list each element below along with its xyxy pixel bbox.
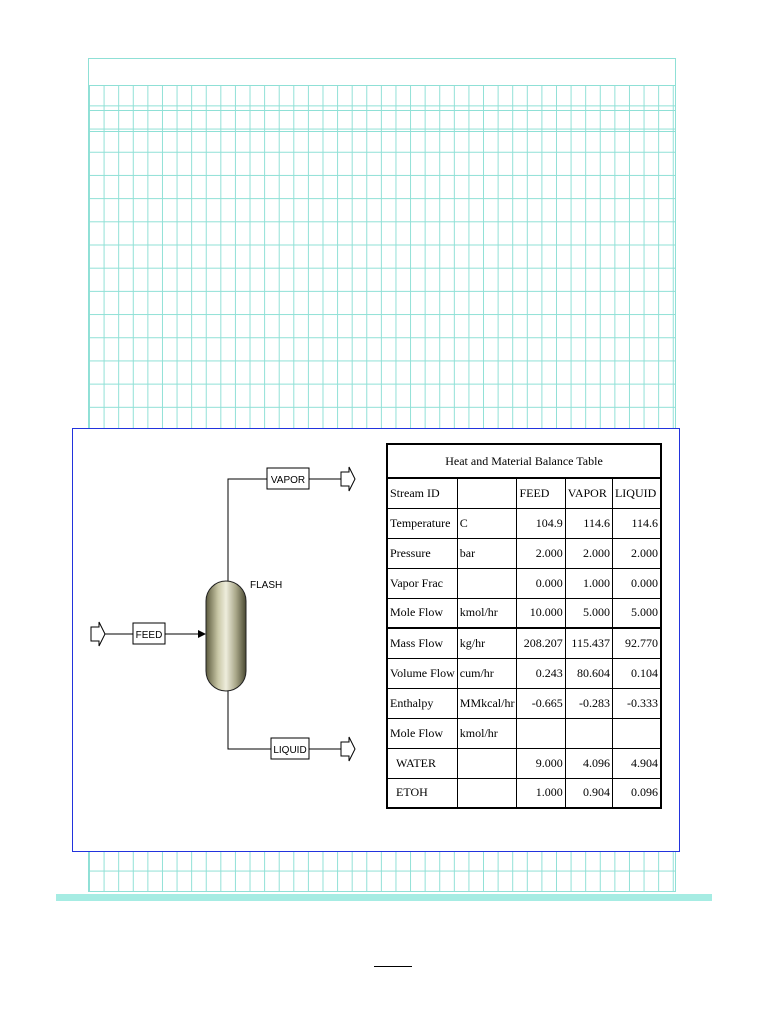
row-value — [612, 718, 661, 748]
row-value: -0.665 — [517, 688, 565, 718]
feed-inlet-arrow[interactable] — [91, 622, 105, 646]
row-units — [457, 748, 517, 778]
row-value: 5.000 — [565, 598, 612, 628]
table-row — [387, 538, 661, 568]
row-value: 115.437 — [565, 628, 612, 658]
feed-label-text: FEED — [135, 630, 163, 641]
heat-material-balance-table — [386, 443, 662, 809]
row-label: Temperature — [387, 508, 457, 538]
row-value: -0.283 — [565, 688, 612, 718]
grid-header-strip — [88, 58, 676, 86]
row-label: Pressure — [387, 538, 457, 568]
header-vapor: VAPOR — [565, 478, 612, 508]
header-stream-id: Stream ID — [387, 478, 457, 508]
row-value: 208.207 — [517, 628, 565, 658]
table-row — [387, 628, 661, 658]
stream-label-feed[interactable] — [133, 623, 165, 644]
table-row — [387, 508, 661, 538]
row-value: 0.000 — [612, 568, 661, 598]
liquid-label-text: LIQUID — [273, 745, 307, 756]
table-row — [387, 658, 661, 688]
stream-label-vapor[interactable] — [267, 468, 309, 489]
header-liquid: LIQUID — [612, 478, 661, 508]
row-value: 0.104 — [612, 658, 661, 688]
row-value: 5.000 — [612, 598, 661, 628]
row-units: kmol/hr — [457, 718, 517, 748]
page-number-rule — [374, 966, 412, 967]
row-units: C — [457, 508, 517, 538]
row-value: 9.000 — [517, 748, 565, 778]
table-row — [387, 688, 661, 718]
row-value: 114.6 — [565, 508, 612, 538]
footer-rule — [56, 894, 712, 901]
feed-arrowhead — [198, 630, 206, 638]
row-value: -0.333 — [612, 688, 661, 718]
grid-band — [88, 110, 676, 132]
row-value: 92.770 — [612, 628, 661, 658]
table-row — [387, 718, 661, 748]
liquid-outlet-arrow[interactable] — [341, 737, 355, 761]
row-value: 4.904 — [612, 748, 661, 778]
row-value: 114.6 — [612, 508, 661, 538]
table-row — [387, 748, 661, 778]
row-value — [565, 718, 612, 748]
table-row — [387, 778, 661, 808]
flash-label: FLASH — [250, 580, 283, 591]
liquid-line — [228, 691, 271, 749]
row-label: Vapor Frac — [387, 568, 457, 598]
row-value: 0.000 — [517, 568, 565, 598]
row-units: MMkcal/hr — [457, 688, 517, 718]
stream-label-liquid[interactable] — [271, 738, 309, 759]
row-label: Mole Flow — [387, 598, 457, 628]
vapor-line — [228, 479, 267, 581]
row-units — [457, 778, 517, 808]
table-title: Heat and Material Balance Table — [387, 444, 661, 478]
row-label: Mole Flow — [387, 718, 457, 748]
flash-vessel[interactable] — [206, 581, 246, 691]
row-value: 0.904 — [565, 778, 612, 808]
row-value: 0.243 — [517, 658, 565, 688]
row-value: 2.000 — [517, 538, 565, 568]
row-units — [457, 568, 517, 598]
header-units — [457, 478, 517, 508]
row-value: 1.000 — [517, 778, 565, 808]
row-value: 10.000 — [517, 598, 565, 628]
vapor-outlet-arrow[interactable] — [341, 467, 355, 491]
row-label: Mass Flow — [387, 628, 457, 658]
row-units: bar — [457, 538, 517, 568]
row-units: cum/hr — [457, 658, 517, 688]
row-value: 80.604 — [565, 658, 612, 688]
row-value: 4.096 — [565, 748, 612, 778]
row-value — [517, 718, 565, 748]
header-feed: FEED — [517, 478, 565, 508]
row-value: 0.096 — [612, 778, 661, 808]
row-label: Volume Flow — [387, 658, 457, 688]
vapor-label-text: VAPOR — [270, 475, 306, 486]
row-value: 2.000 — [565, 538, 612, 568]
row-value: 2.000 — [612, 538, 661, 568]
table-row — [387, 598, 661, 628]
row-label: Enthalpy — [387, 688, 457, 718]
row-label: ETOH — [387, 778, 457, 808]
table-header-row — [387, 478, 661, 508]
table-row — [387, 568, 661, 598]
row-label: WATER — [387, 748, 457, 778]
row-units: kmol/hr — [457, 598, 517, 628]
row-value: 104.9 — [517, 508, 565, 538]
row-units: kg/hr — [457, 628, 517, 658]
row-value: 1.000 — [565, 568, 612, 598]
